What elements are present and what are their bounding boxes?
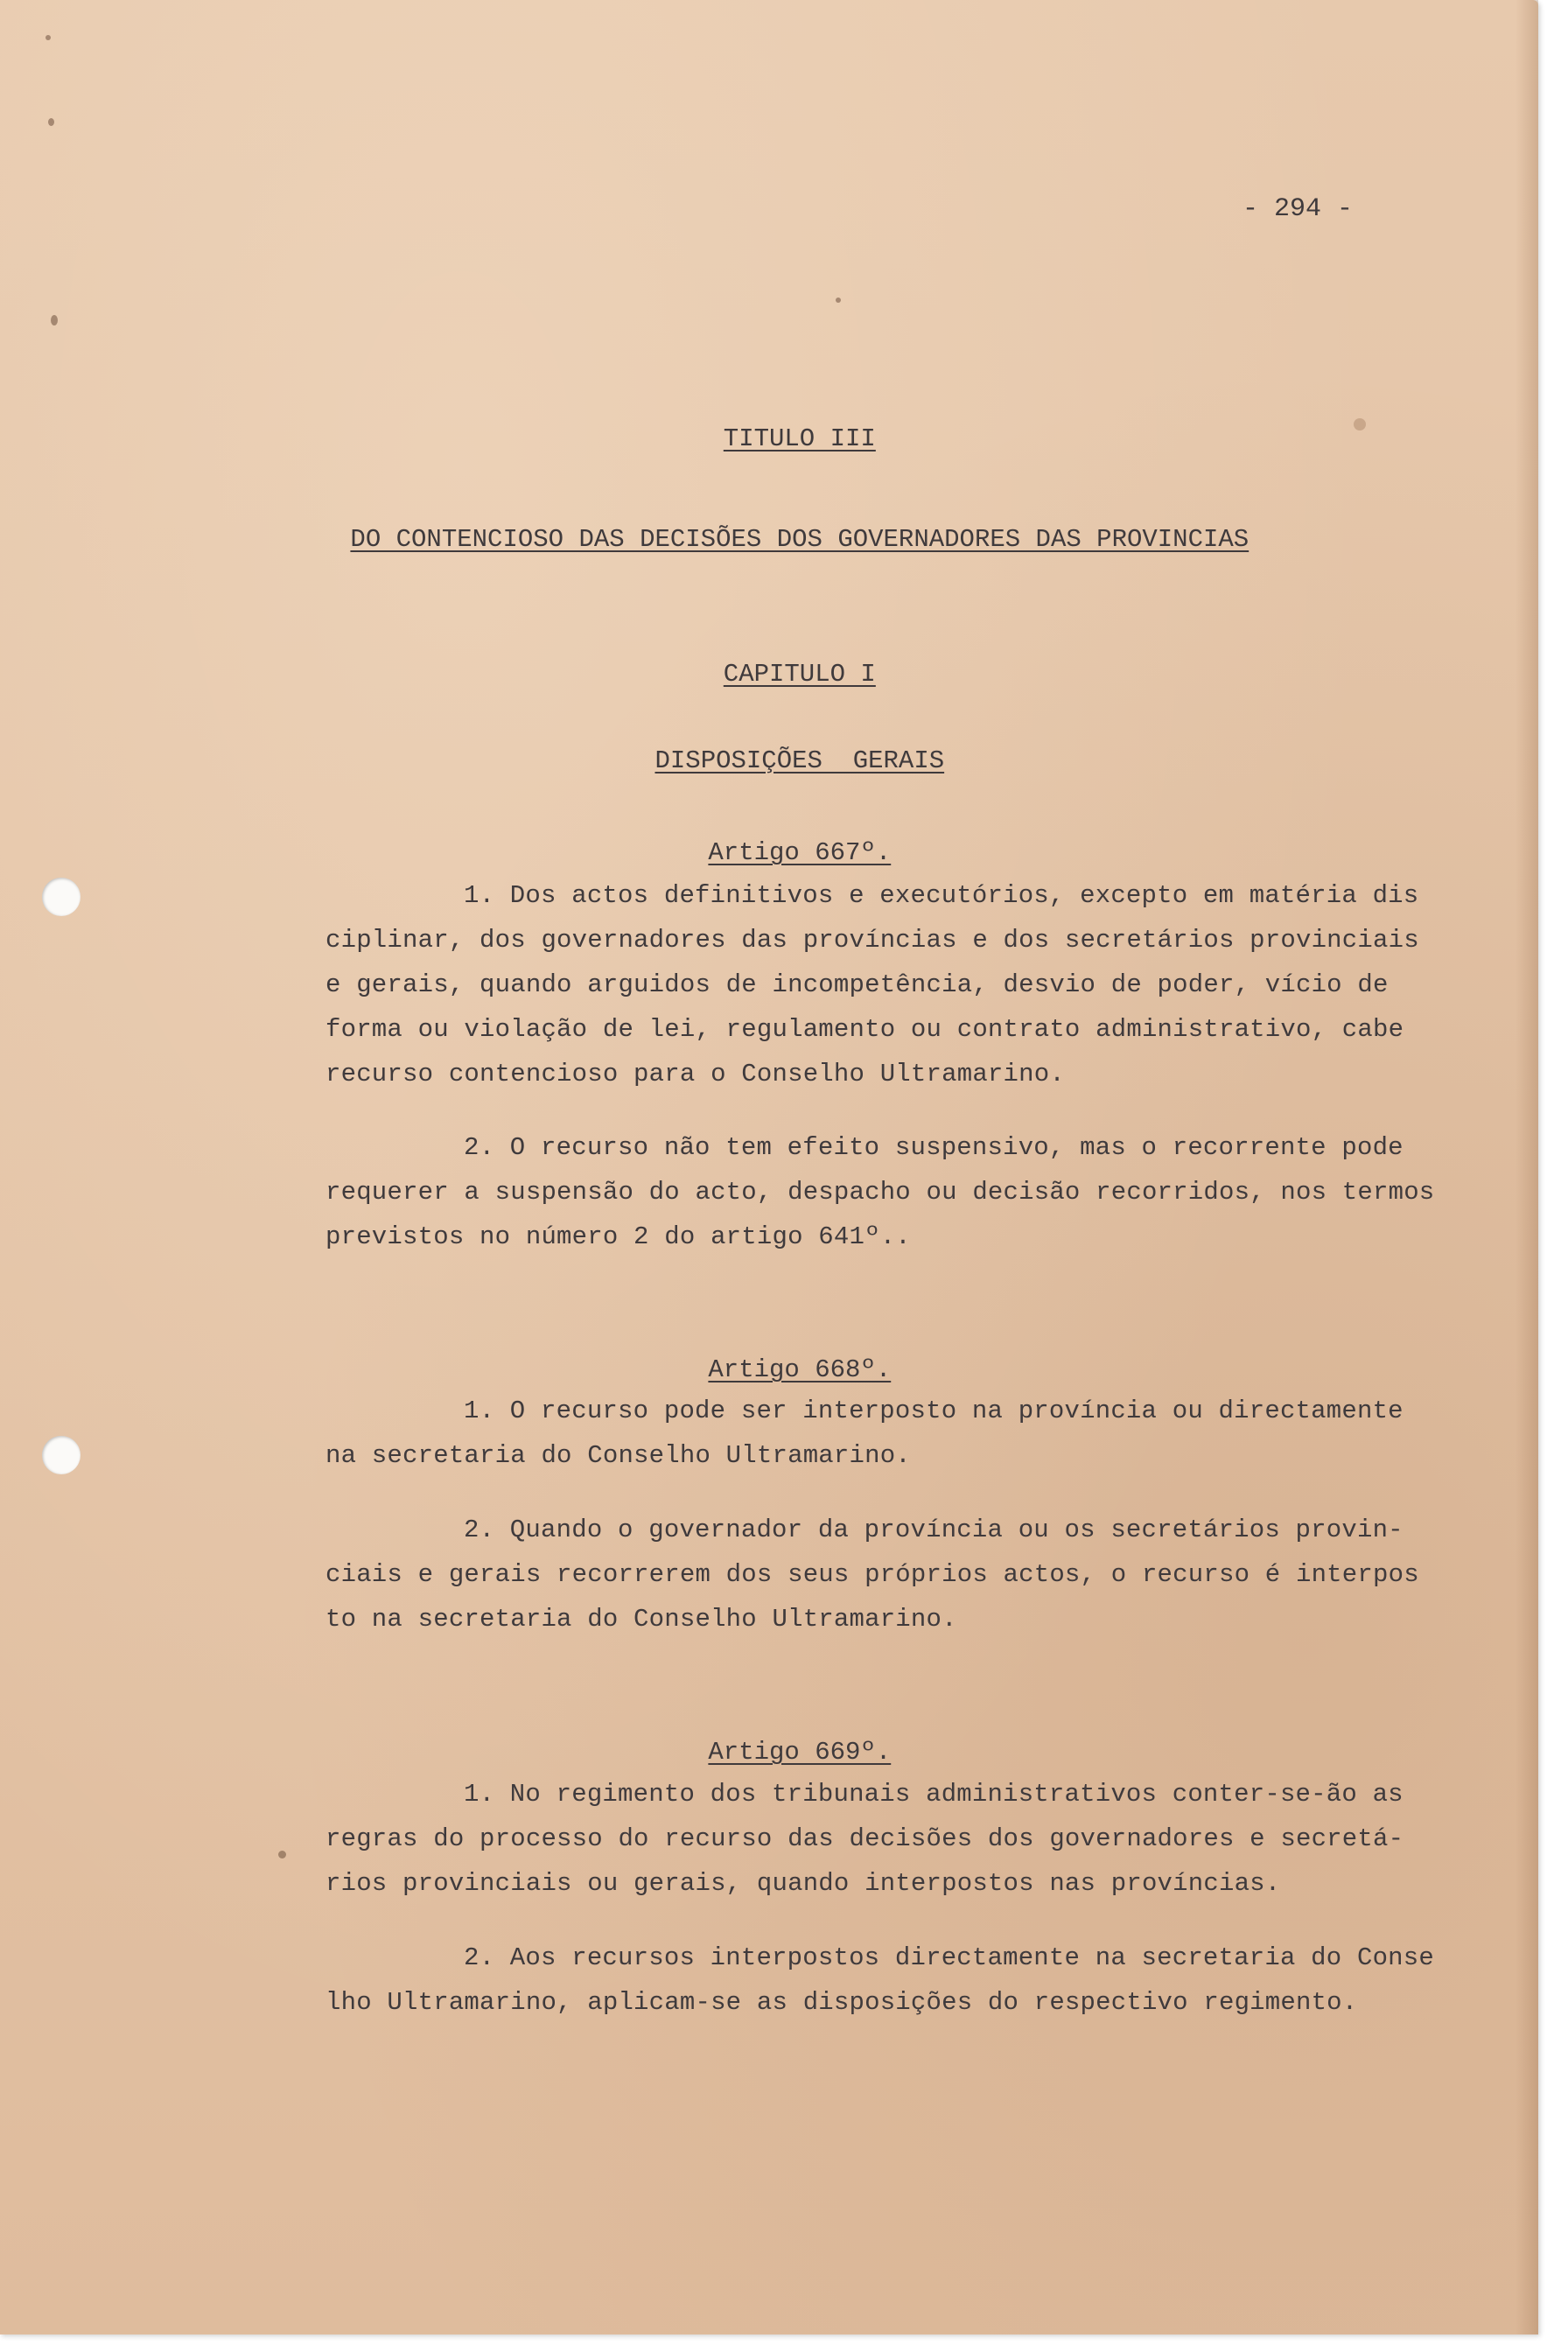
page-edge-shadow <box>1516 0 1538 2334</box>
chapter-heading: DISPOSIÇÕES GERAIS <box>654 746 945 775</box>
paragraph-line: 1. O recurso pode ser interposto na província ou directamente <box>464 1396 1404 1425</box>
paper-speck <box>48 118 54 126</box>
chapter-number: CAPITULO I <box>723 660 876 689</box>
paragraph-line: ciplinar, dos governadores das províncias e dos secretários provinciais <box>326 926 1419 955</box>
paragraph-line: 2. Aos recursos interpostos directamente na secretaria do Conse <box>464 1943 1434 1972</box>
article-paragraph <box>326 1508 1428 1642</box>
paragraph-line: requerer a suspensão do acto, despacho ou decisão recorridos, nos termos <box>326 1178 1435 1207</box>
paragraph-line: forma ou violação de lei, regulamento ou contrato administrativo, cabe <box>326 1015 1404 1044</box>
article-heading: Artigo 668º. <box>708 1355 892 1384</box>
page-number: - 294 - <box>1242 194 1354 224</box>
paragraph-line: 2. O recurso não tem efeito suspensivo, mas o recorrente pode <box>464 1133 1404 1162</box>
paragraph-line: ciais e gerais recorrerem dos seus próprios actos, o recurso é interpos <box>326 1560 1419 1589</box>
title-part: TITULO III <box>723 424 876 453</box>
paragraph-line: rios provinciais ou gerais, quando interpostos nas províncias. <box>326 1869 1281 1898</box>
title-heading: DO CONTENCIOSO DAS DECISÕES DOS GOVERNADORES DAS PROVINCIAS <box>350 525 1250 554</box>
article-paragraph <box>326 1389 1428 1478</box>
paper-speck <box>836 298 841 303</box>
article-heading: Artigo 667º. <box>708 838 892 867</box>
paragraph-line: na secretaria do Conselho Ultramarino. <box>326 1441 911 1470</box>
article-heading: Artigo 669º. <box>708 1738 892 1767</box>
paragraph-line: regras do processo do recurso das decisões dos governadores e secretá- <box>326 1824 1404 1853</box>
article-paragraph <box>326 1125 1435 1259</box>
punch-hole-bottom <box>42 1436 80 1474</box>
paragraph-line: lho Ultramarino, aplicam-se as disposições do respectivo regimento. <box>326 1988 1358 2017</box>
paragraph-line: e gerais, quando arguidos de incompetência, desvio de poder, vício de <box>326 970 1389 999</box>
article-paragraph <box>326 1772 1428 1906</box>
paper-speck <box>278 1851 286 1858</box>
paragraph-line: 1. No regimento dos tribunais administrativos conter-se-ão as <box>464 1780 1404 1809</box>
paragraph-line: recurso contencioso para o Conselho Ultramarino. <box>326 1060 1065 1088</box>
paper-speck <box>46 35 51 40</box>
article-paragraph <box>326 873 1428 1096</box>
paragraph-line: 1. Dos actos definitivos e executórios, excepto em matéria dis <box>464 881 1419 910</box>
paragraph-line: 2. Quando o governador da província ou os secretários provin- <box>464 1516 1404 1544</box>
paragraph-line: previstos no número 2 do artigo 641º.. <box>326 1222 911 1251</box>
paper-speck <box>51 315 58 326</box>
paragraph-line: to na secretaria do Conselho Ultramarino. <box>326 1605 957 1634</box>
article-paragraph <box>326 1936 1434 2025</box>
